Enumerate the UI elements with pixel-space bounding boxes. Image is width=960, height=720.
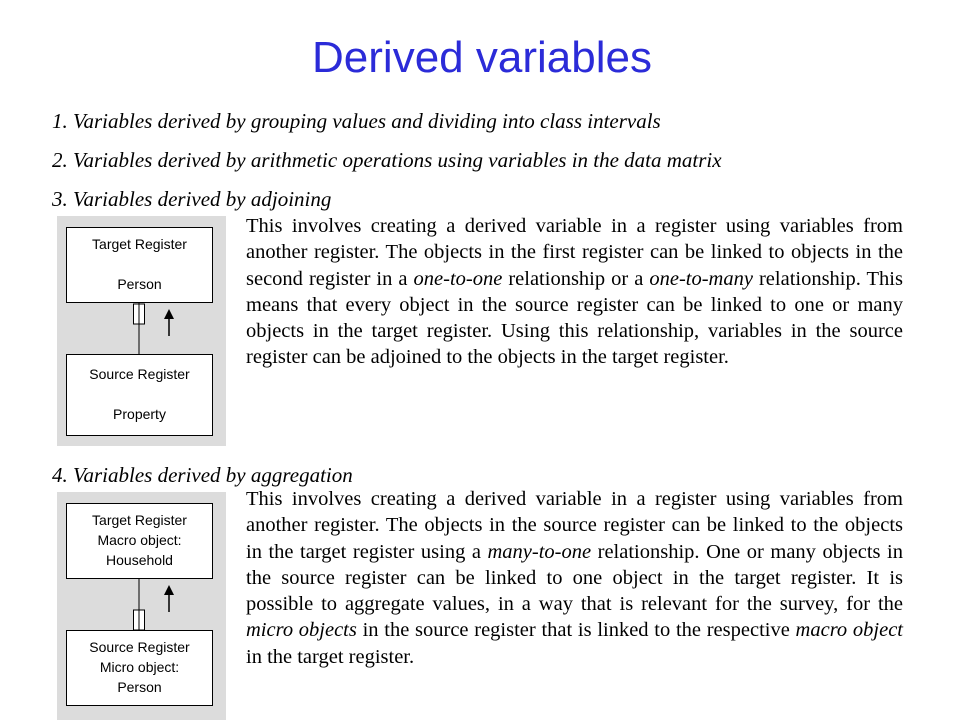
micro-object-label: Micro object:	[99, 659, 180, 675]
macro-object-value: Household	[106, 552, 173, 568]
target-register-label: Target Register	[92, 236, 187, 252]
heading-adjoining: 3. Variables derived by adjoining	[52, 187, 332, 211]
relationship-connector	[57, 302, 226, 354]
adjoining-diagram	[57, 216, 226, 446]
micro-source-register-box	[66, 630, 213, 706]
page-title: Derived variables	[312, 33, 652, 82]
heading-arithmetic: 2. Variables derived by arithmetic operations using variables in the data matrix	[52, 148, 722, 172]
macro-target-register-label: Target Register	[92, 512, 187, 528]
aggregation-diagram	[57, 492, 226, 720]
macro-object-label: Macro object:	[97, 532, 182, 548]
source-object-label: Property	[113, 406, 166, 422]
heading-grouping: 1. Variables derived by grouping values and dividing into class intervals	[52, 109, 661, 133]
adjoining-description: This involves creating a derived variable in a register using variables from another register. The objects in the first register can be linked to objects in the second register in a one-to-one relationship or a one-to-many relationship. This means that every object in the source register can be linked to one or many objects in the target register. Using this relationship, variables in the source register can be adjoined to the objects in the target register.	[246, 215, 903, 369]
aggregation-description: This involves creating a derived variable in a register using variables from another register. The objects in the source register can be linked to the objects in the target register using a many-to-one relationship. One or many objects in the source register can be linked to one object in the target register. It is possible to aggregate values, in a way that is relevant for the survey, for the micro objects in the source register that is linked to the respective macro object in the target register.	[246, 488, 903, 668]
micro-object-value: Person	[117, 679, 162, 695]
aggregation-connector	[57, 578, 226, 630]
heading-aggregation: 4. Variables derived by aggregation	[52, 463, 353, 487]
micro-source-register-label: Source Register	[89, 639, 190, 655]
macro-target-register-box	[66, 503, 213, 579]
arrow-up-icon	[164, 585, 174, 595]
target-register-box	[66, 227, 213, 303]
source-register-label: Source Register	[89, 366, 190, 382]
arrow-up-icon	[164, 309, 174, 319]
target-object-label: Person	[117, 276, 162, 292]
source-register-box	[66, 354, 213, 436]
